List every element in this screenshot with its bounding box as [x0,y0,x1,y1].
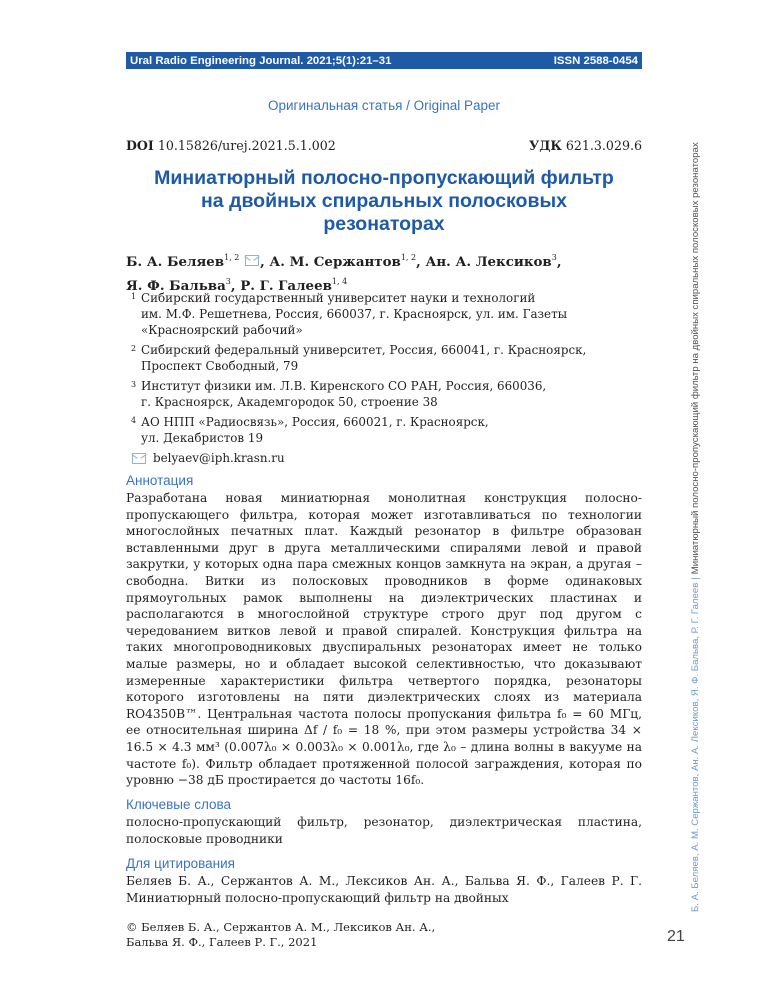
abstract-heading: Аннотация [126,473,194,488]
author: Я. Ф. Бальва [126,278,226,294]
paper-type: Оригинальная статья / Original Paper [268,98,500,113]
citation-heading: Для цитирования [126,856,235,871]
author: Р. Г. Галеев [240,278,332,294]
affiliations [131,290,641,466]
envelope-icon[interactable] [245,255,259,266]
journal-issn: ISSN 2588-0454 [553,54,638,67]
sidebar-authors: Б. А. Беляев, А. М. Сержантов, Ан. А. Лексиков, Я. Ф. Бальва, Р. Г. Галеев [690,582,701,912]
paper-title [126,167,642,236]
udk: УДК 621.3.029.6 [528,138,642,153]
journal-citation: Ural Radio Engineering Journal. 2021;5(1):21–31 [130,54,392,67]
affiliation: 4 АО НПП «Радиосвязь», Россия, 660021, г. Красноярск, ул. Декабристов 19 [131,415,489,445]
citation-text: Беляев Б. А., Сержантов А. М., Лексиков Ан. А., Бальва Я. Ф., Галеев Р. Г. Миниатюрный полосно-пропускающий фильтр на двойных [126,874,642,905]
author: Ан. А. Лексиков [425,254,552,270]
email-row [131,450,641,466]
doi-udk-row [126,138,642,153]
journal-header-bar [126,52,642,69]
sidebar-title: Миниатюрный полосно-пропускающий фильтр на двойных спиральных полосковых резонаторах [690,142,701,575]
affiliation: 3 Институт физики им. Л.В. Киренского СО РАН, Россия, 660036, г. Красноярск, Академгородок 50, строение 38 [131,379,547,409]
doi[interactable]: DOI 10.15826/urej.2021.5.1.002 [126,138,336,153]
title-line: на двойных спиральных полосковых [201,190,567,212]
copyright: © Беляев Б. А., Сержантов А. М., Лексиков Ан. А., Бальва Я. Ф., Галеев Р. Г., 2021 [126,920,436,949]
author: А. М. Сержантов [269,254,401,270]
doi-value: 10.15826/urej.2021.5.1.002 [157,138,336,153]
email-link[interactable]: belyaev@iph.krasn.ru [153,451,285,465]
page-number: 21 [667,928,685,945]
author-list: Б. А. Беляев$^{1, 2}$ , А. М. Сержантов$^{1, 2}$, Ан. А. Лексиков$^3$, Я. Ф. Бальва$^3$, Р. Г. Галеев$^{1, 4}$ [126,253,562,294]
title-line: резонаторах [323,213,445,235]
affiliation: 1 Сибирский государственный университет науки и технологий им. М.Ф. Решетнева, Россия, 660037, г. Красноярск, ул. им. Газеты «Красноярский рабочий» [131,291,568,337]
keywords-heading: Ключевые слова [126,797,232,812]
sidebar-separator: | [690,577,701,580]
title-line: Миниатюрный полосно-пропускающий фильтр [154,167,614,189]
author: Б. А. Беляев [126,254,225,270]
keywords-text: полосно-пропускающий фильтр, резонатор, диэлектрическая пластина, полосковые проводники [126,815,642,846]
envelope-icon [132,453,146,464]
udk-value: 621.3.029.6 [565,138,642,153]
affiliation: 2 Сибирский федеральный университет, Россия, 660041, г. Красноярск, Проспект Свободный, 79 [131,343,587,373]
abstract-text: Разработана новая миниатюрная монолитная конструкция полосно-пропускающего фильтра, которая может изготавливаться по технологии многослойных печатных плат. Каждый резонатор в фильтре образован вставленными друг в друга металлическими спиралями левой и правой закрутки, у которых одна пара смежных концов замкнута на экран, а другая – свободна. Витки из полосковых проводников в форме одинаковых прямоугольных рамок выполнены на диэлектрических пластинах и располагаются в многослойной структуре строго друг под другом с чередованием витков левой и правой спиралей. Конструкция фильтра на таких многопроводниковых двуспиральных резонаторах имеет не только малые размеры, но и обладает высокой селективностью, что доказывают измеренные характеристики фильтра четвертого порядка, резонаторы которого изготовлены на пяти диэлектрических слоях из материала RO4350B™. Центральная частота полосы пропускания фильтра f₀ = 60 МГц, ее относительная ширина Δf / f₀ = 18 %, при этом размеры устройства 34 × 16.5 × 4.3 мм³ (0.007λ₀ × 0.003λ₀ × 0.001λ₀, где λ₀ – длина волны в вакууме на частоте f₀). Фильтр обладает протяженной полосой заграждения, которая по уровню −38 дБ простирается до частоты 16f₀. [126,491,642,788]
